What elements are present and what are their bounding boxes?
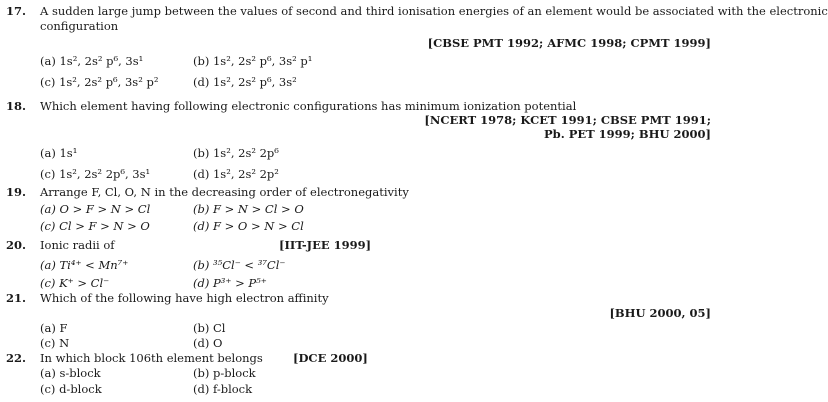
option-d: (d) F > O > N > Cl <box>193 219 304 233</box>
exam-source: [NCERT 1978; KCET 1991; CBSE PMT 1991; <box>424 113 711 127</box>
option-c: (c) N <box>40 336 70 350</box>
exam-source: [IIT-JEE 1999] <box>279 238 372 252</box>
option-b: (b) Cl <box>193 321 226 335</box>
option-a: (a) O > F > N > Cl <box>40 202 151 216</box>
option-a: (a) s-block <box>40 366 101 380</box>
question-number: 19. <box>6 185 27 199</box>
option-c: (c) K⁺ > Cl⁻ <box>40 276 110 290</box>
exam-source: [DCE 2000] <box>293 351 368 365</box>
exam-source: [BHU 2000, 05] <box>609 306 711 320</box>
option-b: (b) ³⁵Cl⁻ < ³⁷Cl⁻ <box>193 258 286 272</box>
option-c: (c) d-block <box>40 382 102 396</box>
option-a: (a) F <box>40 321 68 335</box>
option-d: (d) f-block <box>193 382 253 396</box>
option-d: (d) P³⁺ > P⁵⁺ <box>193 276 267 290</box>
question-text: In which block 106th element belongs <box>40 351 263 365</box>
option-c: (c) Cl > F > N > O <box>40 219 150 233</box>
question-number: 20. <box>6 238 27 252</box>
question-number: 22. <box>6 351 27 365</box>
option-b: (b) p-block <box>193 366 256 380</box>
question-text: Ionic radii of <box>40 238 115 252</box>
question-text: Which element having following electronic configurations has minimum ionization potential <box>40 99 577 113</box>
option-a: (a) 1s², 2s² p⁶, 3s¹ <box>40 54 144 68</box>
option-c: (c) 1s², 2s² 2p⁶, 3s¹ <box>40 167 151 181</box>
exam-source: Pb. PET 1999; BHU 2000] <box>544 127 711 141</box>
option-b: (b) F > N > Cl > O <box>193 202 304 216</box>
question-text: Which of the following have high electron affinity <box>40 291 329 305</box>
question-number: 17. <box>6 4 27 18</box>
question-number: 18. <box>6 99 27 113</box>
question-text: Arrange F, Cl, O, N in the decreasing order of electronegativity <box>40 185 409 199</box>
exam-source: [CBSE PMT 1992; AFMC 1998; CPMT 1999] <box>427 36 711 50</box>
option-b: (b) 1s², 2s² p⁶, 3s² p¹ <box>193 54 313 68</box>
option-b: (b) 1s², 2s² 2p⁶ <box>193 146 279 160</box>
option-d: (d) O <box>193 336 223 350</box>
question-text: configuration <box>40 19 119 33</box>
option-a: (a) 1s¹ <box>40 146 78 160</box>
option-c: (c) 1s², 2s² p⁶, 3s² p² <box>40 75 159 89</box>
option-d: (d) 1s², 2s² p⁶, 3s² <box>193 75 297 89</box>
question-text: A sudden large jump between the values of second and third ionisation energies of an element would be associated with the electronic <box>40 4 828 18</box>
question-number: 21. <box>6 291 27 305</box>
option-d: (d) 1s², 2s² 2p² <box>193 167 279 181</box>
option-a: (a) Ti⁴⁺ < Mn⁷⁺ <box>40 258 129 272</box>
